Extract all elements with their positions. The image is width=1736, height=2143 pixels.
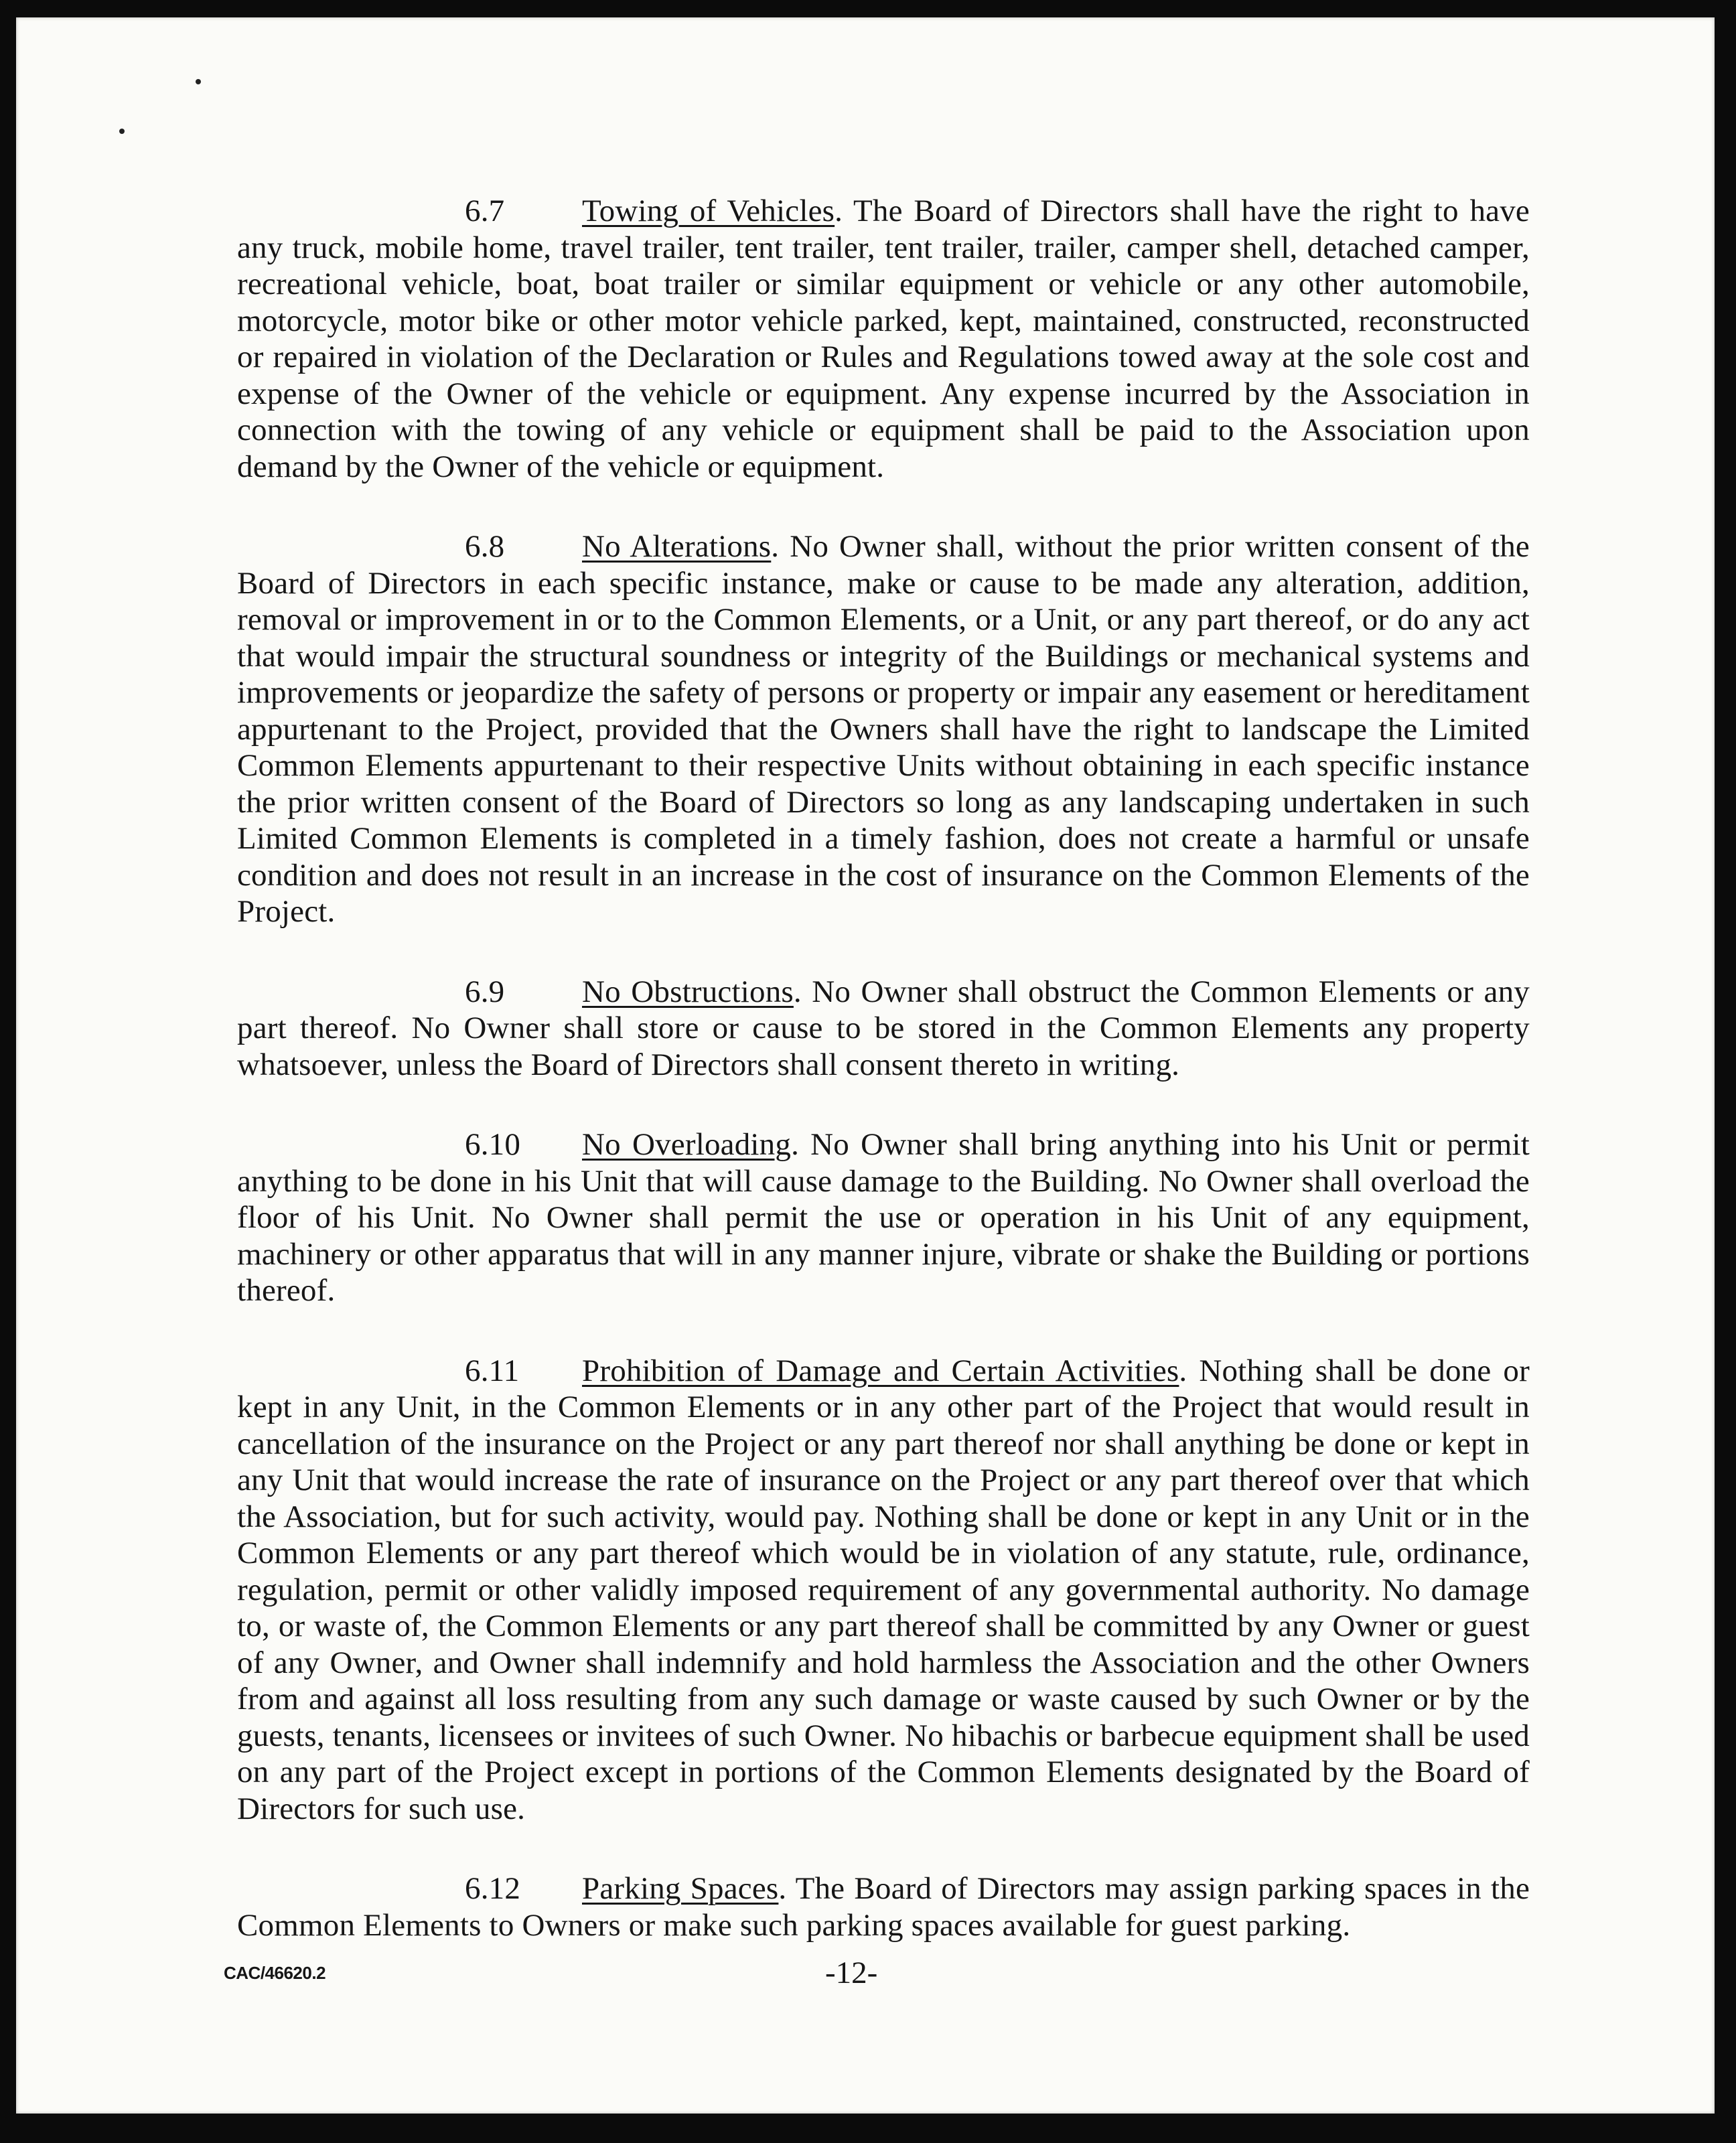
section-number: 6.10 <box>465 1127 521 1162</box>
section-number: 6.8 <box>465 529 505 564</box>
section-body: . Nothing shall be done or kept in any Unit, in the Common Elements or in any other part of the Project that would result in cancellation of the insurance on the Project or any part thereof nor shall anything be done or kept in any Unit that would increase the rate of insurance on the Project or any part thereof over that which the Association, but for such activity, would pay. Nothing shall be done or kept in any Unit or in the Common Elements or any part thereof which would be in violation of any statute, rule, ordinance, regulation, permit or other validly imposed requirement of any governmental authority. No damage to, or waste of, the Common Elements or any part thereof shall be committed by any Owner or guest of any Owner, and Owner shall indemnify and hold harmless the Association and the other Owners from and against all loss resulting from any such damage or waste caused by such Owner or by the guests, tenants, licensees or invitees of such Owner. No hibachis or barbecue equipment shall be used on any part of the Project except in portions of the Common Elements designated by the Board of Directors for such use. <box>237 1353 1530 1826</box>
section-title: No Obstructions <box>582 974 794 1009</box>
section-body: . No Owner shall bring anything into his Unit or permit anything to be done in his Unit that will cause damage to the Building. No Owner shall overload the floor of his Unit. No Owner shall permit the use or operation in his Unit of any equipment, machinery or other apparatus that will in any manner injure, vibrate or shake the Building or portions thereof. <box>237 1127 1530 1308</box>
scan-speck <box>119 129 125 134</box>
document-page <box>16 17 1715 2114</box>
section-title: No Overloading <box>582 1127 792 1162</box>
section-6-7 <box>237 193 1530 485</box>
section-6-11 <box>237 1353 1530 1828</box>
section-title: Towing of Vehicles <box>582 194 835 228</box>
section-title: Prohibition of Damage and Certain Activities <box>582 1353 1179 1388</box>
section-number: 6.11 <box>465 1353 520 1388</box>
section-6-9 <box>237 974 1530 1084</box>
document-id: CAC/46620.2 <box>224 1963 326 1983</box>
section-body: . No Owner shall, without the prior written consent of the Board of Directors in each specific instance, make or cause to be made any alteration, addition, removal or improvement in or to the Common Elements, or a Unit, or any part thereof, or do any act that would impair the structural soundness or integrity of the Buildings or mechanical systems and improvements or jeopardize the safety of persons or property or impair any easement or hereditament appurtenant to the Project, provided that the Owners shall have the right to landscape the Limited Common Elements appurtenant to their respective Units without obtaining in each specific instance the prior written consent of the Board of Directors so long as any landscaping undertaken in such Limited Common Elements is completed in a timely fashion, does not create a harmful or unsafe condition and does not result in an increase in the cost of insurance on the Common Elements of the Project. <box>237 529 1530 929</box>
section-number: 6.12 <box>465 1871 521 1906</box>
section-body: . No Owner shall obstruct the Common Elements or any part thereof. No Owner shall store or cause to be stored in the Common Elements any property whatsoever, unless the Board of Directors shall consent thereto in writing. <box>237 974 1530 1082</box>
section-body: . The Board of Directors shall have the right to have any truck, mobile home, travel trailer, tent trailer, tent trailer, trailer, camper shell, detached camper, recreational vehicle, boat, boat trailer or similar equipment or vehicle or any other automobile, motorcycle, motor bike or other motor vehicle parked, kept, maintained, constructed, reconstructed or repaired in violation of the Declaration or Rules and Regulations towed away at the sole cost and expense of the Owner of the vehicle or equipment. Any expense incurred by the Association in connection with the towing of any vehicle or equipment shall be paid to the Association upon demand by the Owner of the vehicle or equipment. <box>237 194 1530 484</box>
section-6-12 <box>237 1870 1530 1943</box>
section-6-10 <box>237 1126 1530 1309</box>
section-number: 6.9 <box>465 974 505 1009</box>
page-number: -12- <box>825 1955 878 1990</box>
section-number: 6.7 <box>465 194 505 228</box>
scan-speck <box>196 79 201 84</box>
section-title: No Alterations <box>582 529 772 564</box>
section-title: Parking Spaces <box>582 1871 779 1906</box>
document-body <box>237 193 1530 1987</box>
section-body: . The Board of Directors may assign parking spaces in the Common Elements to Owners or make such parking spaces available for guest parking. <box>237 1871 1530 1943</box>
section-6-8 <box>237 528 1530 930</box>
